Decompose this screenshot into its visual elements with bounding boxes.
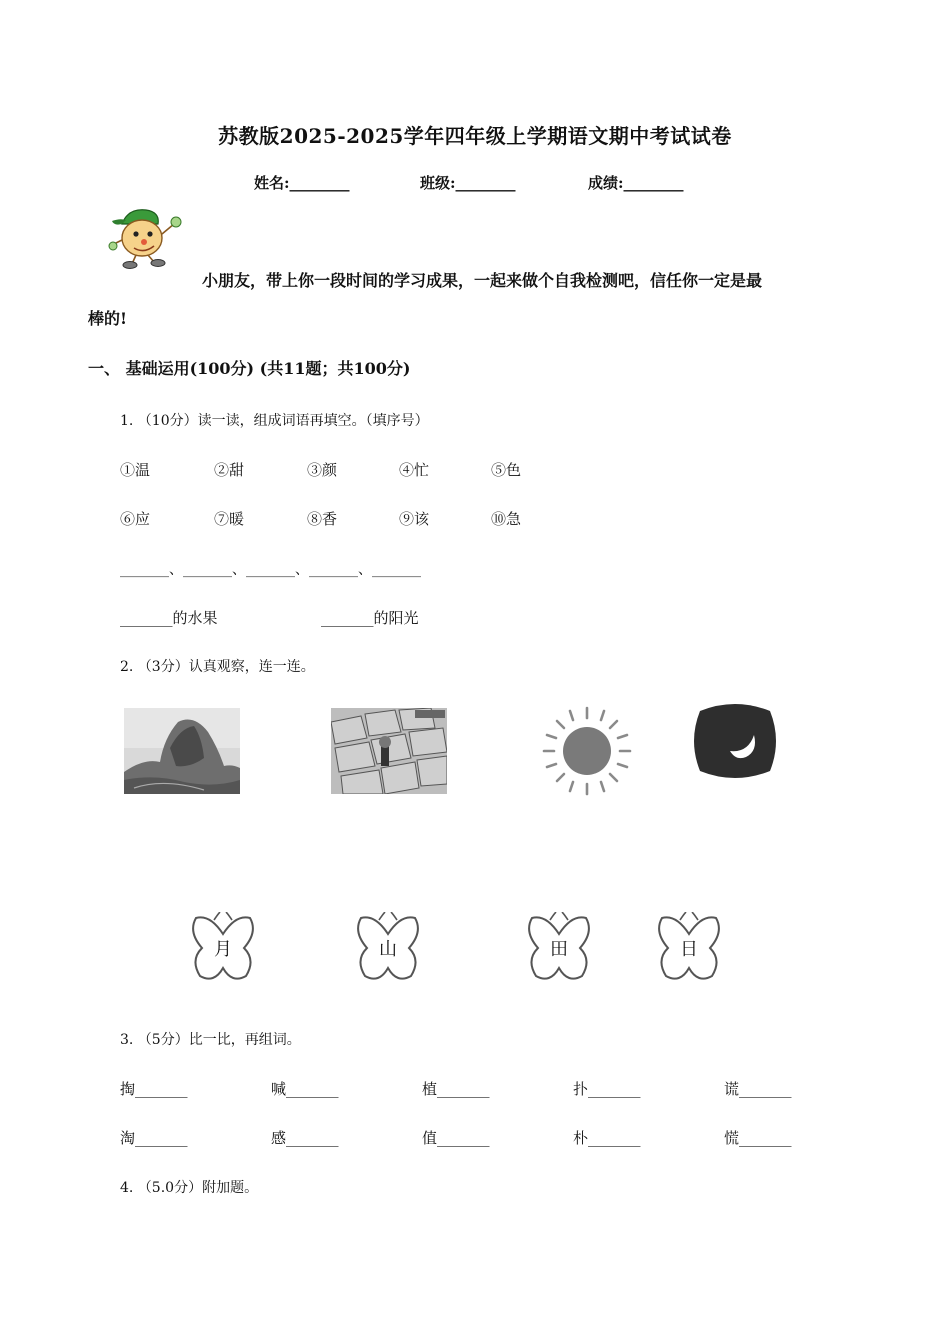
moon-image[interactable] [690, 701, 780, 781]
butterfly-card[interactable] [355, 912, 421, 984]
q3-word-blank[interactable]: 掏_______ [120, 1080, 188, 1098]
q1-char: ⑨该 [399, 510, 430, 528]
q1-char: ⑤色 [491, 461, 522, 479]
butterfly-label: 田 [550, 939, 568, 960]
q3-word-blank[interactable]: 淘_______ [120, 1129, 188, 1147]
question-2-stem: 2. （3分）认真观察，连一连。 [120, 659, 315, 675]
q3-word-blank[interactable]: 感_______ [271, 1129, 339, 1147]
q1-answer-blanks[interactable]: _______、_______、_______、_______、_______ [120, 562, 421, 578]
q3-word-blank[interactable]: 慌_______ [724, 1129, 792, 1147]
q1-char: ①温 [120, 461, 151, 479]
greeting-line-1: 小朋友，带上你一段时间的学习成果，一起来做个自我检测吧，信任你一定是最 [202, 271, 763, 290]
name-field[interactable]: 姓名:________ [254, 174, 350, 192]
q1-char: ④忙 [399, 461, 430, 479]
q3-word-blank[interactable]: 植_______ [422, 1080, 490, 1098]
sun-image[interactable] [542, 704, 632, 798]
class-field[interactable]: 班级:________ [420, 174, 516, 192]
q3-word-blank[interactable]: 朴_______ [573, 1129, 641, 1147]
butterfly-label: 月 [214, 939, 232, 960]
section-heading: 一、 基础运用(100分) (共11题；共100分) [88, 359, 411, 378]
question-4-stem: 4. （5.0分）附加题。 [120, 1180, 259, 1196]
mountain-image[interactable] [124, 708, 240, 794]
q1-char: ⑥应 [120, 510, 151, 528]
q3-word-blank[interactable]: 谎_______ [724, 1080, 792, 1098]
page-title: 苏教版2025-2025学年四年级上学期语文期中考试试卷 [218, 124, 732, 148]
field-grid-image[interactable] [331, 708, 447, 794]
butterfly-label: 山 [379, 939, 397, 960]
butterfly-card[interactable] [190, 912, 256, 984]
score-field[interactable]: 成绩:________ [588, 174, 684, 192]
q1-char: ③颜 [307, 461, 338, 479]
mascot-image [108, 204, 188, 270]
q1-fill-sunshine[interactable]: _______的阳光 [321, 609, 419, 627]
butterfly-card[interactable] [526, 912, 592, 984]
butterfly-card[interactable] [656, 912, 722, 984]
q1-char: ⑩急 [491, 510, 522, 528]
question-3-stem: 3. （5分）比一比，再组词。 [120, 1032, 301, 1048]
greeting-line-2: 棒的! [88, 309, 128, 328]
q1-fill-fruit[interactable]: _______的水果 [120, 609, 218, 627]
q3-word-blank[interactable]: 值_______ [422, 1129, 490, 1147]
q1-char: ⑦暖 [214, 510, 245, 528]
question-1-stem: 1. （10分）读一读，组成词语再填空。（填序号） [120, 413, 429, 429]
q3-word-blank[interactable]: 喊_______ [271, 1080, 339, 1098]
butterfly-label: 日 [680, 939, 698, 960]
q1-char: ⑧香 [307, 510, 338, 528]
q1-char: ②甜 [214, 461, 245, 479]
q3-word-blank[interactable]: 扑_______ [573, 1080, 641, 1098]
